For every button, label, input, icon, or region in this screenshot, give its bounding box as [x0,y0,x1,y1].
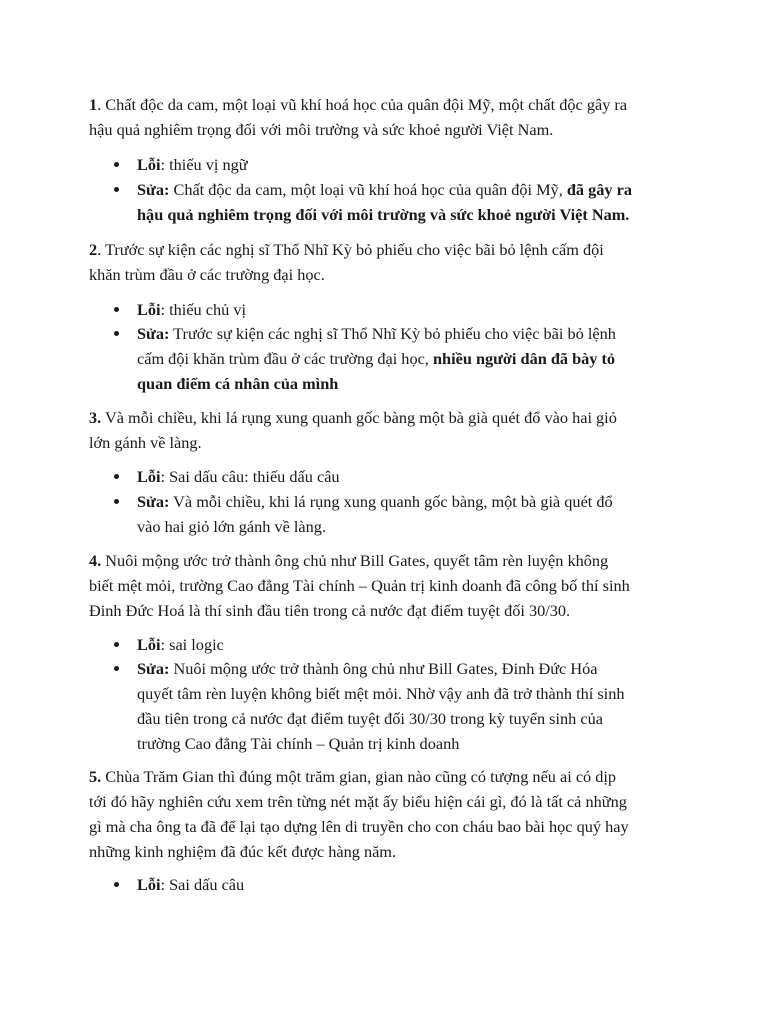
fix-text: Chất độc da cam, một loại vũ khí hoá học của quân đội Mỹ, [169,180,567,199]
error-label: Lỗi [137,875,161,894]
item-1-fix [137,177,632,227]
item-2-sentence [89,237,604,287]
item-2-number: 2 [89,240,98,259]
item-1-number: 1 [89,95,98,114]
error-text: : Sai dấu câu [160,875,245,894]
item-5-sentence-line-2: tới đó hãy nghiên cứu xem trên từng nét mặt ấy biểu hiện cái gì, đó là tất cả những [89,792,627,811]
error-label: Lỗi [137,155,161,174]
error-text: : thiếu chủ vị [160,300,246,319]
error-label: Lỗi [137,635,161,654]
item-3-error [137,464,340,489]
bullet-dot [114,307,119,312]
bullet-dot [114,331,119,336]
item-3-sentence-line-2: lớn gánh về làng. [89,433,202,452]
item-2-error [137,297,246,322]
bullet-dot [114,882,119,887]
fix-text: cấm đội khăn trùm đầu ở các trường đại học, [137,349,433,368]
fix-text: đầu tiên trong cả nước đạt điểm tuyệt đối 30/30 trong kỳ tuyển sinh của [137,709,603,728]
item-4-sentence-line-3: Đinh Đức Hoá là thí sinh đầu tiên trong cả nước đạt điểm tuyệt đối 30/30. [89,601,571,620]
item-4-sentence-line-2: biết mệt mỏi, trường Cao đẳng Tài chính – Quản trị kinh doanh đã công bố thí sinh [89,576,630,595]
fix-label: Sửa: [137,324,170,343]
item-5-error [137,872,244,897]
item-4-sentence [89,548,630,623]
error-label: Lỗi [137,300,161,319]
item-2-sentence-line-1: Trước sự kiện các nghị sĩ Thổ Nhĩ Kỳ bỏ phiếu cho việc bãi bỏ lệnh cấm đội [105,240,604,259]
error-text: : sai logic [160,635,224,654]
fix-text: Trước sự kiện các nghị sĩ Thổ Nhĩ Kỳ bỏ phiếu cho việc bãi bỏ lệnh [169,324,616,343]
bullet-dot [114,474,119,479]
fix-text: trường Cao đẳng Tài chính – Quản trị kinh doanh [137,734,460,753]
item-2-number-suffix: . [97,240,102,259]
bullet-dot [114,162,119,167]
item-1-number-suffix: . [97,95,102,114]
error-text: : Sai dấu câu: thiếu dấu câu [160,467,340,486]
item-1-sentence [89,92,627,142]
item-3-sentence [89,405,617,455]
fix-text-bold: nhiều người dân đã bày tỏ [432,349,616,368]
item-5-sentence-line-4: những kinh nghiệm đã đúc kết được hàng năm. [89,842,397,861]
bullet-dot [114,499,119,504]
fix-text: Và mỗi chiều, khi lá rụng xung quanh gốc bàng, một bà già quét đổ [169,492,613,511]
fix-label: Sửa: [137,180,170,199]
item-5-number: 5. [89,767,102,786]
error-label: Lỗi [137,467,161,486]
item-3-sentence-line-1: Và mỗi chiều, khi lá rụng xung quanh gốc bàng một bà già quét đổ vào hai giỏ [105,408,617,427]
item-4-error [137,632,224,657]
fix-text: vào hai giỏ lớn gánh về làng. [137,517,327,536]
fix-text: Nuôi mộng ước trở thành ông chủ như Bill Gates, Đinh Đức Hóa [169,659,598,678]
bullet-dot [114,187,119,192]
item-1-sentence-line-1: Chất độc da cam, một loại vũ khí hoá học của quân đội Mỹ, một chất độc gây ra [105,95,628,114]
fix-text-bold: đã gây ra [566,180,632,199]
item-4-fix [137,656,624,756]
fix-text-bold: quan điểm cá nhân của mình [137,374,339,393]
fix-text-bold: hậu quả nghiêm trọng đối với môi trường và sức khoẻ người Việt Nam. [137,205,630,224]
fix-label: Sửa: [137,659,170,678]
error-text: : thiếu vị ngữ [160,155,248,174]
item-3-fix [137,489,613,539]
item-2-fix [137,321,616,396]
item-5-sentence-line-1: Chùa Trăm Gian thì đúng một trăm gian, gian nào cũng có tượng nếu ai có dịp [105,767,617,786]
item-1-sentence-line-2: hậu quả nghiêm trọng đối với môi trường và sức khoẻ người Việt Nam. [89,120,554,139]
item-2-sentence-line-2: khăn trùm đầu ở các trường đại học. [89,265,325,284]
item-5-sentence-line-3: gì mà cha ông ta đã để lại tạo dựng lên di truyền cho con cháu bao bài học quý hay [89,817,629,836]
fix-label: Sửa: [137,492,170,511]
fix-text: quyết tâm rèn luyện không biết mệt mỏi. Nhờ vậy anh đã trở thành thí sinh [137,684,625,703]
item-4-sentence-line-1: Nuôi mộng ước trở thành ông chủ như Bill Gates, quyết tâm rèn luyện không [105,551,609,570]
bullet-dot [114,642,119,647]
item-3-number: 3. [89,408,102,427]
item-4-number: 4. [89,551,102,570]
bullet-dot [114,666,119,671]
item-5-sentence [89,764,629,864]
item-1-error [137,152,248,177]
